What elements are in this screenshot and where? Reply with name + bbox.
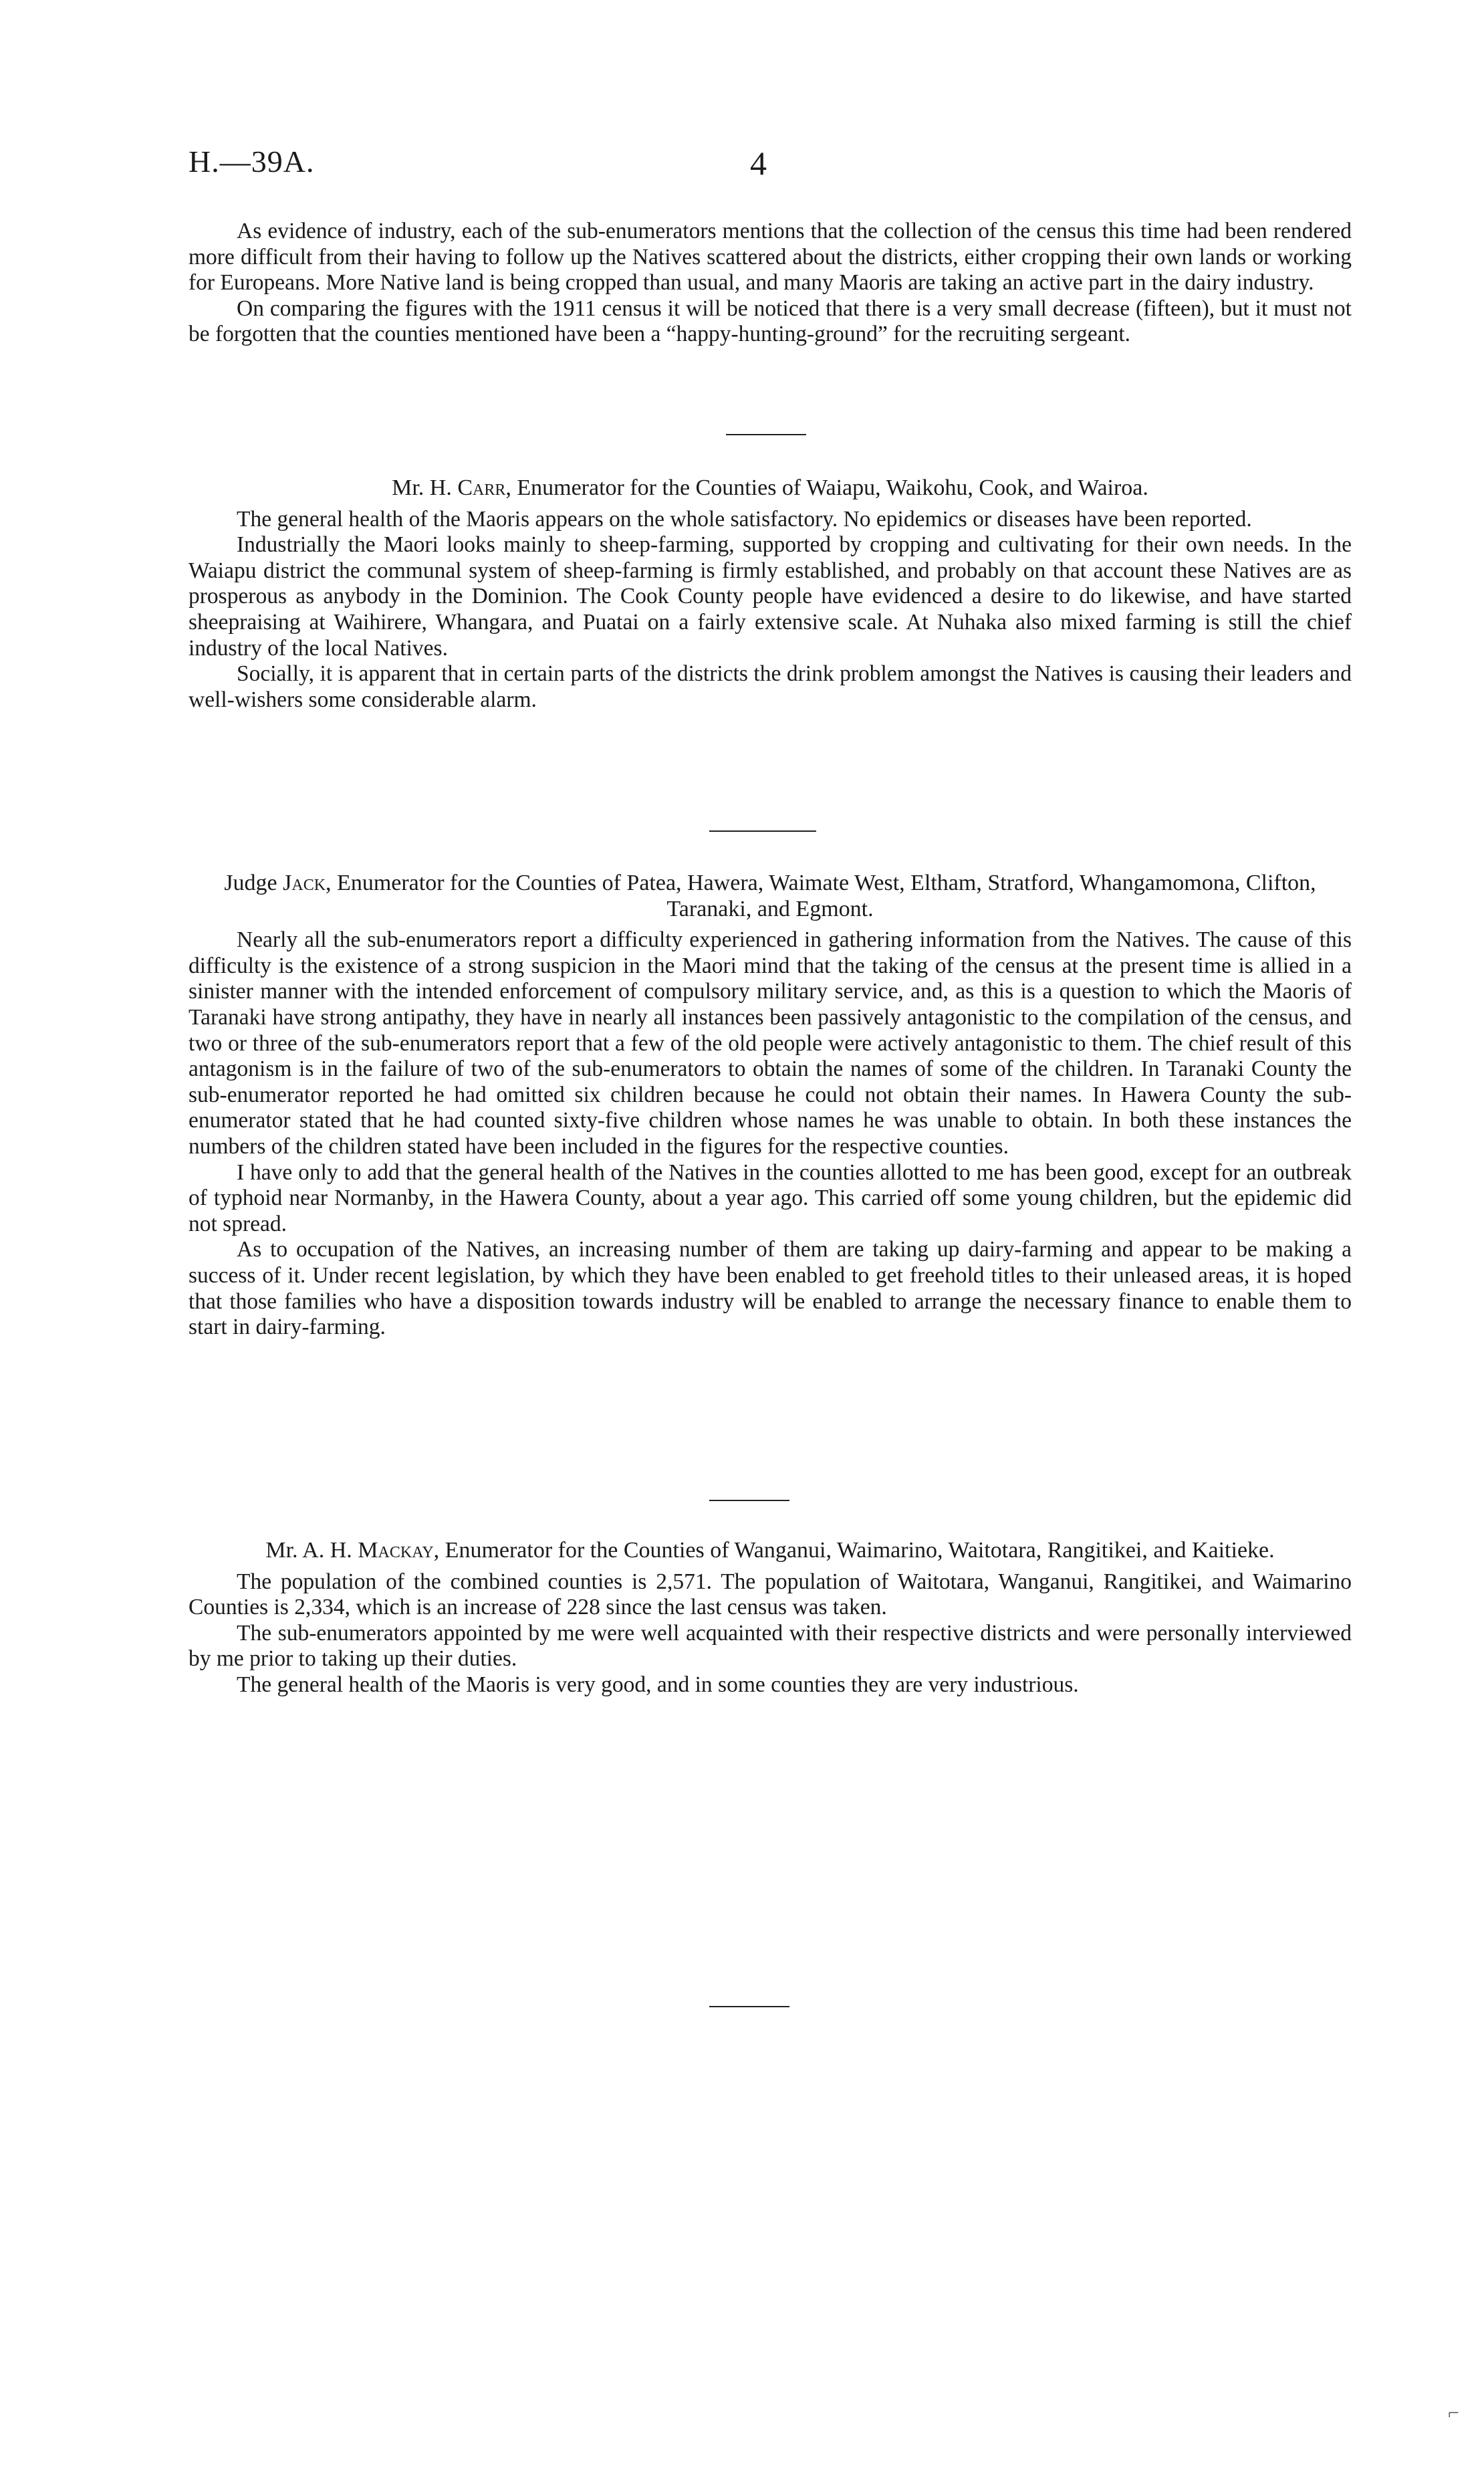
paragraph: As to occupation of the Natives, an increasing number of them are taking up dairy-farming and appear to be making a success of it. Under recent legislation, by which they have been enabled to get freehold titles to their unleased areas, it is hoped that those families who have a disposition towards industry will be enabled to arrange the necessary finance to enable them to start in dairy-farming.	[189, 1237, 1352, 1340]
enumerator-name: Jack	[283, 871, 326, 895]
paragraph: Socially, it is apparent that in certain parts of the districts the drink problem amongst the Natives is causing their leaders and well-wishers some considerable alarm.	[189, 661, 1352, 712]
page-number: 4	[750, 144, 767, 182]
carr-section	[189, 475, 1352, 713]
paragraph: The general health of the Maoris appears on the whole satisfactory. No epidemics or diseases have been reported.	[237, 506, 1252, 532]
section-heading: Mr. A. H. Mackay, Enumerator for the Counties of Wanganui, Waimarino, Waitotara, Rangitikei, and Kaitieke.	[265, 1538, 1275, 1563]
section-heading: Mr. H. Carr, Enumerator for the Counties of Waiapu, Waikohu, Cook, and Wairoa.	[392, 475, 1148, 500]
paragraph: The sub-enumerators appointed by me were well acquainted with their respective districts and were personally interviewed by me prior to taking up their duties.	[189, 1620, 1352, 1672]
intro-section	[189, 219, 1352, 348]
paragraph: As evidence of industry, each of the sub-enumerators mentions that the collection of the census this time had been rendered more difficult from their having to follow up the Natives scattered about the districts, either cropping their own lands or working for Europeans. More Native land is being cropped than usual, and many Maoris are taking an active part in the dairy industry.	[189, 219, 1352, 296]
mackay-section	[189, 1538, 1352, 1698]
section-heading: Judge Jack, Enumerator for the Counties of Patea, Hawera, Waimate West, Eltham, Stratford, Whangamomona, Clifton, Taranaki, and Egmont.	[224, 871, 1316, 921]
section-divider	[726, 434, 806, 435]
paragraph: Nearly all the sub-enumerators report a difficulty experienced in gathering information from the Natives. The cause of this difficulty is the existence of a strong suspicion in the Maori mind that the taking of the census at the present time is allied in a sinister manner with the intended enforcement of compulsory military service, and, as this is a question to which the Maoris of Taranaki have strong antipathy, they have in nearly all instances been passively antagonistic to the compilation of the census, and two or three of the sub-enumerators report that a few of the old people were actively antagonistic to them. The chief result of this antagonism is in the failure of two of the sub-enumerators to obtain the names of some of the children. In Taranaki County the sub-enumerator reported he had omitted six children because he could not obtain their names. In Hawera County the sub-enumerator stated that he had counted sixty-five children whose names he was unable to obtain. In both these instances the numbers of the children stated have been included in the figures for the respective counties.	[189, 927, 1352, 1159]
section-divider	[709, 830, 816, 832]
enumerator-name: Mackay	[358, 1538, 434, 1563]
document-reference: H.—39A.	[189, 144, 315, 179]
paragraph: I have only to add that the general health of the Natives in the counties allotted to me has been good, except for an outbreak of typhoid near Normanby, in the Hawera County, about a year ago. This carried off some young children, but the epidemic did not spread.	[189, 1159, 1352, 1236]
paragraph: On comparing the figures with the 1911 census it will be noticed that there is a very small decrease (fifteen), but it must not be forgotten that the counties mentioned have been a “happy-hunting-ground” for the recruiting sergeant.	[189, 296, 1352, 347]
scan-mark: ⌐	[1448, 2402, 1459, 2424]
paragraph: Industrially the Maori looks mainly to sheep-farming, supported by cropping and cultivating for their own needs. In the Waiapu district the communal system of sheep-farming is firmly established, and probably on that account these Natives are as prosperous as anybody in the Dominion. The Cook County people have evidenced a desire to do likewise, and have started sheepraising at Waihirere, Whangara, and Puatai on a fairly extensive scale. At Nuhaka also mixed farming is still the chief industry of the local Natives.	[189, 532, 1352, 661]
end-divider	[709, 2006, 789, 2007]
jack-section	[189, 871, 1352, 1341]
paragraph: The population of the combined counties is 2,571. The population of Waitotara, Wanganui, Rangitikei, and Waimarino Counties is 2,334, which is an increase of 228 since the last census was taken.	[189, 1569, 1352, 1620]
paragraph: The general health of the Maoris is very good, and in some counties they are very industrious.	[237, 1672, 1079, 1697]
page-header	[189, 144, 1352, 197]
section-divider	[709, 1500, 789, 1501]
enumerator-name: Carr	[457, 475, 506, 500]
